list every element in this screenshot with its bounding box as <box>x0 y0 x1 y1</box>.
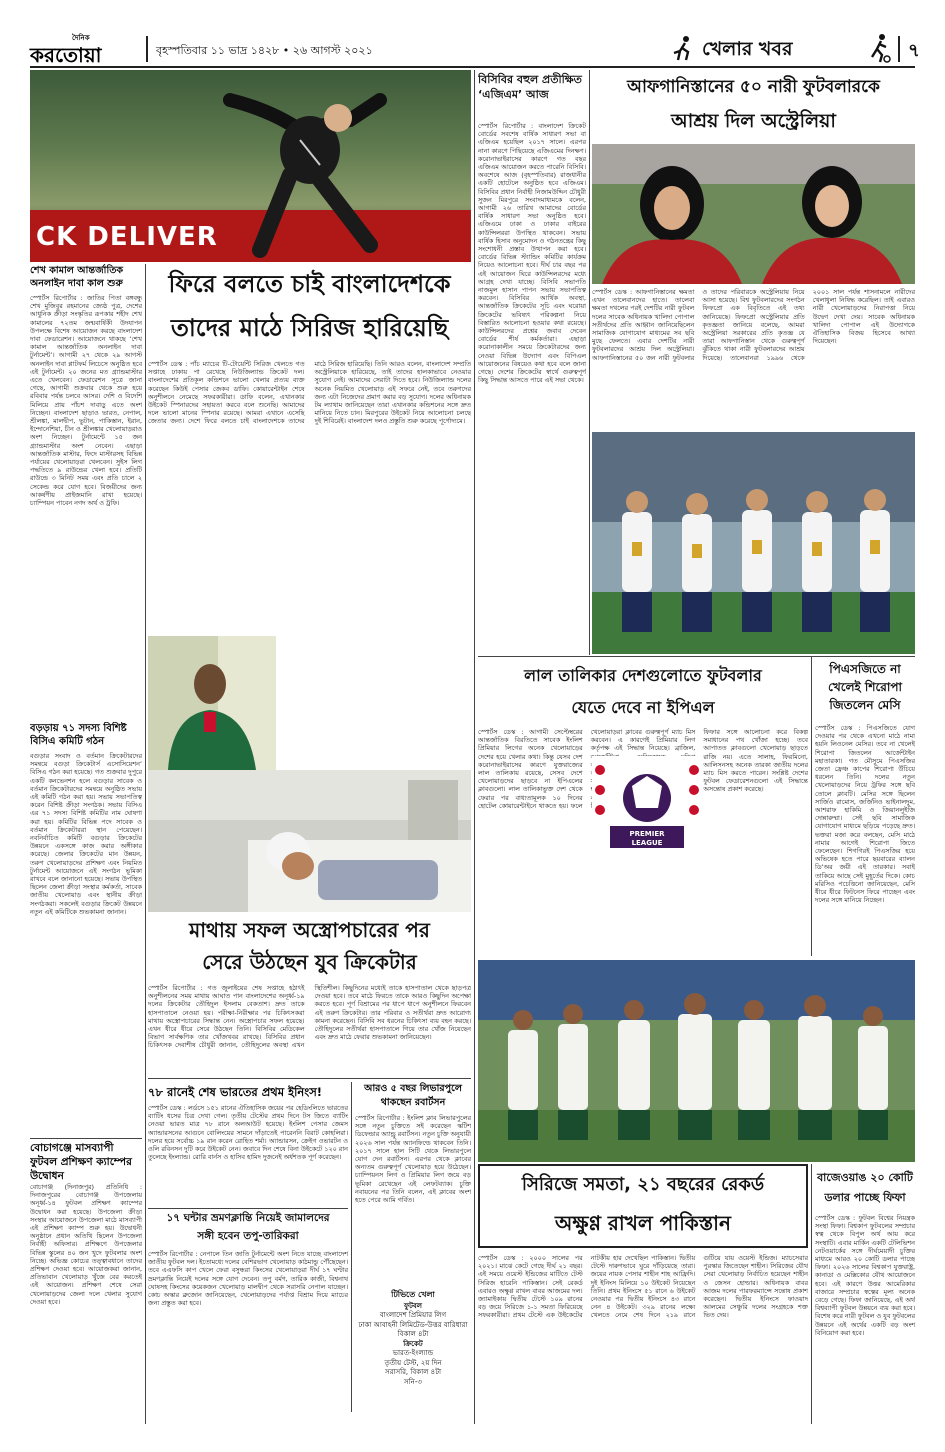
tv-item: ভারত-ইংল্যান্ড <box>392 1349 434 1357</box>
epl-story: স্পোর্টস ডেস্ক : আগামী সেপ্টেম্বরের আন্তর্জাতিক বিরতিতে সাবেক ইংলিশ প্রিমিয়ার লিগের অনেক খেলোয়াড়ের দেশের হয়ে খেলার কথা। কিন্তু যেসব দেশ করোনাভাইরাসের কারণে যুক্তরাজ্যের লাল তালিকায় রয়েছে, সেসব দেশে খেলোয়াড়দের ছাড়বে না ইপিএলের ক্লাবগুলো। লাল তালিকাভুক্ত দেশ থেকে ফেরার পর বাধ্যতামূলক ১০ দিনের হোটেল কোয়ারেন্টাইনে থাকতে হয়। ফলে খেলোয়াড়রা ক্লাবের গুরুত্বপূর্ণ ম্যাচ মিস করবেন। এ কারণেই প্রিমিয়ার লিগ কর্তৃপক্ষ এই সিদ্ধান্ত নিয়েছে। ব্রাজিল, ফিফার সঙ্গে আলোচনা করে বিকল্প সমাধানের পথ খোঁজা হচ্ছে। তবে আপাতত ক্লাবগুলো খেলোয়াড় ছাড়তে রাজি নয়। এতে সালাহ, ফিরমিনো, আলিসনসহ অনেক তারকা জাতীয় দলের ম্যাচ মিস করতে পারেন। সংশ্লিষ্ট দেশের ফুটবল ফেডারেশনগুলো এই সিদ্ধান্তে অসন্তোষ প্রকাশ করেছে। <box>478 728 808 810</box>
tv-schedule <box>355 1290 471 1412</box>
psg-headline-line1: পিএসজিতে না খেলেই শিরোপা <box>828 662 902 694</box>
headline-bochaganj: বোচাগঞ্জে মাসব্যাপী ফুটবল প্রশিক্ষণ ক্যাম্পের উদ্বোধন <box>30 1138 142 1181</box>
boundary-sign-text: CK DELIVER <box>36 222 218 252</box>
left-column <box>30 264 142 1424</box>
svg-text:PREMIER: PREMIER <box>629 830 665 838</box>
robertson-story: স্পোর্টস রিপোর্টার : ইংলিশ ক্লাব লিভারপুলের সঙ্গে নতুন চুক্তিতে সই করেছেন স্কটিশ ডিফেন্ডার অ্যান্ড্রু রবার্টসন। নতুন চুক্তি অনুযায়ী ২০২৬ সাল পর্যন্ত অ্যানফিল্ডে থাকবেন তিনি। ২০১৭ সালে হাল সিটি থেকে লিভারপুলে যোগ দেন রবার্টসন। এরপর থেকে ক্লাবের অন্যতম গুরুত্বপূর্ণ খেলোয়াড় হয়ে উঠেছেন। চ্যাম্পিয়নস লিগ ও প্রিমিয়ার লিগ জয়ে বড় ভূমিকা রেখেছেন এই লেফটব্যাক। চুক্তি নবায়নের পর তিনি বলেন, এই ক্লাবের অংশ হতে পেরে আমি গর্বিত। <box>355 1114 471 1205</box>
fifa-headline-line2: ডলার পাচ্ছে ফিফা <box>824 1191 906 1204</box>
tv-item: ঢাকা আবাহনী লিমিটেড-উত্তর বারিধারা <box>358 1320 468 1329</box>
main-headline-line2: তাদের মাঠে সিরিজ হারিয়েছি <box>170 314 449 342</box>
bcb-headline: বিসিবির বহুল প্রতীক্ষিত ‘এজিএম’ আজ <box>478 73 582 101</box>
afghan-headline-line1: আফগানিস্তানের ৫০ নারী ফুটবলারকে <box>627 77 880 97</box>
page-number: ৭ <box>908 40 920 61</box>
tv-item: সরাসরি, বিকাল ৪টা <box>384 1368 442 1376</box>
logo <box>30 32 140 66</box>
header-divider-2 <box>898 36 900 62</box>
india-headline: ৭৮ রানেই শেষ ভারতের প্রথম ইনিংস! <box>148 1085 323 1099</box>
logo-main: করতোয়া <box>30 43 102 67</box>
tv-item: ফুটবল <box>403 1301 423 1310</box>
epl-headline <box>478 660 808 724</box>
pakistan-headline-line2: অক্ষুণ্ণ রাখল পাকিস্তান <box>555 1211 731 1235</box>
section-title: খেলার খবর <box>702 38 793 60</box>
main-headline-line1: ফিরে বলতে চাই বাংলাদেশকে <box>168 270 451 298</box>
robertson-headline-line1: আরও ৫ বছর লিভারপুলে <box>364 1083 462 1094</box>
tv-item: বাংলাদেশ প্রিমিয়ার লিগ <box>379 1311 447 1319</box>
bcb-story: স্পোর্টস রিপোর্টার : বাংলাদেশ ক্রিকেট বোর্ডের সবশেষ বার্ষিক সাধারণ সভা বা এজিএম হয়েছিল ২০১৭ সালে। এরপর নানা কারণে পিছিয়েছে এজিএমের দিনক্ষণ। করোনাভাইরাসের কারণে গত বছর এজিএম আয়োজন করতে পারেনি বিসিবি। অবশেষে আজ (বৃহস্পতিবার) রাজধানীর একটি হোটেলে অনুষ্ঠিত হবে এজিএম। বিসিবির প্রধান নির্বাহী নিজামউদ্দিন চৌধুরী সুজন মিরপুরে সংবাদমাধ্যমকে বলেন, আগামী ২৬ তারিখ আমাদের বোর্ডের বার্ষিক সাধারণ সভা অনুষ্ঠিত হবে। এজিএমে ঢাকা ও ঢাকার বাইরের কাউন্সিলররা উপস্থিত থাকবেন। সভায় বার্ষিক হিসাব অনুমোদন ও গঠনতন্ত্রের কিছু সংশোধনী প্রস্তাব উত্থাপন করা হবে। বোর্ডের বিভিন্ন স্ট্যান্ডিং কমিটির কার্যক্রম নিয়েও আলোচনা হবে। দীর্ঘ চার বছর পর এই আয়োজন ঘিরে কাউন্সিলরদের মধ্যে আগ্রহ দেখা যাচ্ছে। বিসিবি সভাপতি নাজমুল হাসান পাপন সভায় সভাপতিত্ব করবেন। বিসিবির আর্থিক অবস্থা, আন্তর্জাতিক ক্রিকেটের সূচি এবং ঘরোয়া ক্রিকেটের ভবিষ্যৎ পরিকল্পনা নিয়ে বিস্তারিত আলোচনা হওয়ার কথা রয়েছে। কাউন্সিলরদের প্রশ্নের জবাব দেবেন বোর্ডের শীর্ষ কর্মকর্তারা। এছাড়া করোনাকালীন সময়ে ক্রিকেটারদের জন্য নেওয়া বিভিন্ন উদ্যোগ এবং বিপিএল আয়োজনের বিষয়েও কথা হবে বলে জানা গেছে। দেশের ক্রিকেটের স্বার্থে গুরুত্বপূর্ণ কিছু সিদ্ধান্ত আসতে পারে এই সভা থেকে। <box>478 122 586 385</box>
robertson-headline-line2: থাকছেন রবার্টসন <box>380 1097 446 1108</box>
masthead <box>30 30 920 68</box>
jamal-story: স্পোর্টস রিপোর্টার : নেপালে তিন জাতি টুর্নামেন্টে অংশ নিতে যাচ্ছে বাংলাদেশ জাতীয় ফুটবল দল। ইতোমধ্যে দলের বেশিরভাগ খেলোয়াড় কাঠমান্ডু পৌঁছেছেন। তবে এএফসি কাপ খেলে ফেরা বসুন্ধরা কিংসের খেলোয়াড়রা দীর্ঘ ১৭ ঘণ্টার ভ্রমণক্লান্তি নিয়েই দলের সঙ্গে যোগ দেবেন। তপু বর্মণ, তারিক কাজী, বিশ্বনাথ ঘোষসহ কিংসের কয়েকজন খেলোয়াড় মালদ্বীপ থেকে সরাসরি নেপাল যাচ্ছেন। কোচ অস্কার ব্রুজোন জানিয়েছেন, খেলোয়াড়দের পর্যাপ্ত বিশ্রাম দিয়ে ম্যাচের জন্য প্রস্তুত করা হবে। <box>148 1250 348 1308</box>
headline-bca: বড়ড়ায় ৭১ সদস্য বিশিষ্ট বিসিএ কমিটি গঠন <box>30 723 127 747</box>
svg-text:LEAGUE: LEAGUE <box>631 839 663 847</box>
robertson-headline <box>355 1082 471 1112</box>
pakistan-team-photo <box>478 960 915 1162</box>
surgery-headline <box>148 914 471 980</box>
afghan-players-photo <box>592 144 915 284</box>
afghan-headline <box>592 70 915 142</box>
tv-item: সনি-৩ <box>404 1377 422 1386</box>
headline-chess: শেখ কামাল আন্তর্জাতিক অনলাইন দাবা কাল শুরু <box>30 265 124 289</box>
issue-date: বৃহস্পতিবার ১১ ভাদ্র ১৪২৮ • ২৬ আগস্ট ২০২১ <box>156 44 373 57</box>
main-headline <box>148 262 471 354</box>
tv-schedule-title: টিভিতে খেলা <box>391 1290 435 1299</box>
header-divider <box>146 36 148 62</box>
story-chess: স্পোর্টস রিপোর্টার : জাতির পিতা বঙ্গবন্ধু শেখ মুজিবুর রহমানের জ্যেষ্ঠ পুত্র, দেশের আধুনিক ক্রীড়া সংস্কৃতির রূপকার শহীদ শেখ কামালের ৭২তম জন্মবার্ষিকী উদযাপন উপলক্ষে বিশেষ আয়োজন করছে বাংলাদেশ দাবা ফেডারেশন। আয়োজনে থাকছে ‘শেখ কামাল আন্তর্জাতিক অনলাইন দাবা টুর্নামেন্ট’। আগামী ২৭ থেকে ২৯ আগস্ট অনলাইন দাবা প্লাটফর্ম লিচেসে অনুষ্ঠিত হবে এই টুর্নামেন্ট। ২০ জনের মত গ্র্যান্ডমাস্টার এতে খেলবেন। ফেডারেশন সূত্রে জানা গেছে, আগামী শুক্রবার থেকে শুরু হয়ে রবিবার পর্যন্ত চলবে আসর। দেশি ও বিদেশি মিলিয়ে প্রায় পাঁচশ দাবাড়ু এতে অংশ নিচ্ছেন। বাংলাদেশ ছাড়াও ভারত, নেপাল, শ্রীলঙ্কা, মালদ্বীপ, ভুটান, পাকিস্তান, ইরান, ইন্দোনেশিয়া, চীন ও শ্রীলঙ্কার খেলোয়াড়রাও অংশ নিচ্ছেন। টুর্নামেন্টে ১৫ জন গ্র্যান্ডমাস্টার অংশ নেবেন। এছাড়া আন্তর্জাতিক মাস্টার, ফিদে মাস্টারসহ বিভিন্ন পর্যায়ের খেলোয়াড়রা খেলবেন। সুইস লিগ পদ্ধতিতে ৯ রাউন্ডের খেলা হবে। প্রতিটি রাউন্ডে ৩ মিনিট সময় এবং প্রতি চালে ২ সেকেন্ড করে যোগ হবে। বিজয়ীদের জন্য আকর্ষণীয় প্রাইজমানি রাখা হয়েছে। চ্যাম্পিয়ন পাবেন নগদ অর্থ ও ট্রফি। <box>30 294 142 508</box>
psg-headline-line2: জিতলেন মেসি <box>829 698 901 712</box>
afghan-story: স্পোর্টস ডেস্ক : আফগানিস্তানের ক্ষমতা এখন তালেবানদের হাতে। তালেবা ক্ষমতা দখলের পরই দেশটির নারী ফুটবল দলের সাবেক অধিনায়ক খালিদা পোপাল সতীর্থদের প্রতি আহ্বান জানিয়েছিলেন সামাজিক যোগাযোগ মাধ্যমের সব ছবি মুছে ফেলতে। এবার দেশটির নারী ফুটবলারদের আশ্রয় দিল অস্ট্রেলিয়া। আফগানিস্তানের ৫০ জন নারী ফুটবলার ও তাদের পরিবারকে অস্ট্রেলিয়ায় নিয়ে আসা হয়েছে। বিশ্ব ফুটবলারদের সংগঠন ফিফপ্রো এক বিবৃতিতে এই তথ্য জানিয়েছে। ফিফপ্রো অস্ট্রেলিয়ার প্রতি কৃতজ্ঞতা জানিয়ে বলেছে, আমরা অস্ট্রেলিয়া সরকারের প্রতি কৃতজ্ঞ যে তারা আফগানিস্তান থেকে গুরুত্বপূর্ণ ঝুঁকিতে থাকা নারী ফুটবলারদের আশ্রয় দিয়েছে। তালেবানরা ১৯৯৬ থেকে ২০০১ সাল পর্যন্ত শাসনামলে নারীদের খেলাধুলা নিষিদ্ধ করেছিল। তাই এবারও নারী খেলোয়াড়দের নিরাপত্তা নিয়ে উদ্বেগ দেখা দেয়। সাবেক অধিনায়ক খালিদা পোপাল এই উদ্যোগকে ঐতিহাসিক বিজয় হিসেবে আখ্যা দিয়েছেন। <box>592 288 915 362</box>
surgery-headline-line1: মাথায় সফল অস্ত্রোপচারের পর <box>189 918 430 942</box>
bowler-figure <box>170 70 410 262</box>
jamal-headline-line1: ১৭ ঘন্টার ভ্রমণক্লান্তি নিয়েই জামালদের <box>166 1212 330 1224</box>
runner-icon <box>670 34 696 62</box>
premier-league-logo <box>592 756 702 856</box>
fifa-headline <box>815 1168 915 1210</box>
story-bca: বগুড়ার সংবাদ ও বর্তমান ক্রিকেটারদের সমন্বয়ে বগুড়া ক্রিকেটার্স এসোসিয়েশন’ বিসিএ গঠন করা হয়েছে। গত শুক্রবার দুপুরে একটি কনভেনশন হলে বগুড়ার সাবেক ও বর্তমান ক্রিকেটারদের সমন্বয়ে অনুষ্ঠিত সভায় এই কমিটি গঠন করা হয়। সভায় সভাপতিত্ব করেন বিশিষ্ট ক্রীড়া সংগঠক। সভায় বিসিএ এর ৭১ সদস্য বিশিষ্ট কমিটির নাম ঘোষণা করা হয়। কমিটির বিভিন্ন পদে সাবেক ও বর্তমান ক্রিকেটাররা স্থান পেয়েছেন। নবনির্বাচিত কমিটি বগুড়ার ক্রিকেটের উন্নয়নে একসঙ্গে কাজ করার অঙ্গীকার করেছে। জেলার ক্রিকেটের মান উন্নয়ন, তরুণ খেলোয়াড়দের প্রশিক্ষণ এবং নিয়মিত টুর্নামেন্ট আয়োজনে এই সংগঠন ভূমিকা রাখবে বলে জানানো হয়েছে। সভায় উপস্থিত ছিলেন জেলা ক্রীড়া সংস্থার কর্মকর্তা, সাবেক জাতীয় খেলোয়াড় এবং স্থানীয় ক্রীড়া সংগঠকরা। সকলেই বগুড়ার ক্রিকেট উন্নয়নে নতুন এই কমিটিকে শুভকামনা জানান। <box>30 752 142 916</box>
pakistan-headline-line1: সিরিজে সমতা, ২১ বছরের রেকর্ড <box>521 1174 765 1195</box>
main-story: স্পোর্টস ডেস্ক : পাঁচ ম্যাচের টি-টোয়েন্টি সিরিজ খেলতে গত সপ্তাহে ঢাকায় পা রেখেছে নিউজিল্যান্ড ক্রিকেট দল। বাংলাদেশের প্রতিকূল কন্ডিশনে ভালো খেলার প্রত্যয় ব্যক্ত করেছেন কিউই পেসার জেকব ডাফি। কোয়ারেন্টাইন শেষে অনুশীলনে নেমেছে সফরকারীরা। ডাফি বলেন, এখানকার উইকেট স্পিনারদের সহায়তা করবে বলে শুনেছি। আমাদের দলে ভালো মানের স্পিনার রয়েছে। আমরা এখানে এসেছি জেতার জন্য। দেশে ফিরে বলতে চাই বাংলাদেশকে তাদের মাঠে সিরিজ হারিয়েছি। তিনি আরও বলেন, বাংলাদেশ সম্প্রতি অস্ট্রেলিয়াকে হারিয়েছে, তাই তাদের হালকাভাবে নেওয়ার সুযোগ নেই। আমাদের সেরাটা দিতে হবে। নিউজিল্যান্ড দলের অনেক নিয়মিত খেলোয়াড় এই সফরে নেই, তবে তরুণদের জন্য এটা নিজেদের প্রমাণ করার বড় সুযোগ। দলের অধিনায়ক টম ল্যাথাম জানিয়েছেন তারা এখানকার কন্ডিশনের সঙ্গে দ্রুত মানিয়ে নিতে চান। মিরপুরের উইকেট নিয়ে আলোচনা চলছে দুই শিবিরেই। বাংলাদেশ দলও প্রস্তুতি শুরু করেছে পূর্ণোদ্যমে। <box>148 360 471 426</box>
jamal-headline <box>148 1208 348 1246</box>
afghan-headline-line2: আশ্রয় দিল অস্ট্রেলিয়া <box>671 110 836 132</box>
epl-headline-line2: যেতে দেবে না ইপিএল <box>571 698 715 717</box>
fifa-story: স্পোর্টস ডেস্ক : ফুটবল বিশ্বের নিয়ন্ত্রক সংস্থা ফিফা। বিশ্বকাপ ফুটবলের সম্প্রচার স্বত্ব থেকে বিপুল অর্থ আয় করে সংস্থাটি। এবার মার্কিন একটি টেলিভিশন নেটওয়ার্কের সঙ্গে দীর্ঘমেয়াদী চুক্তির মাধ্যমে আরও ২০ কোটি ডলার পাচ্ছে ফিফা। ২০২৬ সালের বিশ্বকাপ যুক্তরাষ্ট্র, কানাডা ও মেক্সিকোর যৌথ আয়োজনে হবে। এই কারণে উত্তর আমেরিকার বাজারে সম্প্রচার স্বত্বের মূল্য অনেক বেড়ে গেছে। ফিফা জানিয়েছে, এই অর্থ বিশ্বব্যাপী ফুটবল উন্নয়নে ব্যয় করা হবে। বিশেষ করে নারী ফুটবল ও যুব ফুটবলের উন্নয়নে এই অর্থের একটি বড় অংশ বিনিয়োগ করা হবে। <box>815 1214 915 1337</box>
logo-small: দৈনিক <box>72 34 90 42</box>
india-story: স্পোর্টস ডেস্ক : লর্ডসে ১৫১ রানের ঐতিহাসিক জয়ের পর হেডিংলিতে ভারতের ব্যাটিং ধসের চিত্র দেখা গেল। তৃতীয় টেস্টের প্রথম দিনে টস জিতে ব্যাটিং নেওয়া ভারত মাত্র ৭৮ রানে অলআউট হয়েছে। ইংলিশ পেসার জেমস অ্যান্ডারসনের আগুনে বোলিংয়ের সামনে দাঁড়াতেই পারেননি বিরাট কোহলিরা। দলের হয়ে সর্বোচ্চ ১৯ রান করেন রোহিত শর্মা। অ্যান্ডারসন, ক্রেইগ ওভারটন ও ওলি রবিনসন দুটি করে উইকেট নেন। জবাবে দিন শেষে বিনা উইকেটে ১২০ রান তুলেছে ইংল্যান্ড। রোরি বার্নস ও হাসিব হামিদ দুজনেই অর্ধশতক পূর্ণ করেছেন। <box>148 1104 348 1162</box>
fifa-headline-line1: বাজেওয়াঙ ২০ কোটি <box>817 1171 913 1184</box>
psg-headline <box>815 660 915 722</box>
jamal-headline-line2: সঙ্গী হবেন তপু-তারিকরা <box>197 1230 299 1242</box>
tv-item: বিকাল ৪টা <box>397 1330 429 1338</box>
tv-item: তৃতীয় টেস্ট, ২য় দিন <box>384 1358 442 1367</box>
cricketer-portrait <box>148 636 276 770</box>
pakistan-story: স্পোর্টস ডেস্ক : ২০০০ সালের পর ২০২১। মাঝে কেটে গেছে দীর্ঘ ২১ বছর। এই সময়ে ওয়েস্ট ইন্ডিজের মাটিতে টেস্ট সিরিজ হারেনি পাকিস্তান। সেই রেকর্ড এবারও অক্ষুণ্ণ রাখল বাবর আজমের দল। জ্যামাইকায় দ্বিতীয় টেস্টে ১০৯ রানের বড় জয়ে সিরিজে ১-১ সমতা ফিরিয়েছে সফরকারীরা। প্রথম টেস্টে এক উইকেটের নাটকীয় হার দেখেছিল পাকিস্তান। দ্বিতীয় টেস্টে দারুণভাবে ঘুরে দাঁড়িয়েছে তারা। জয়ের নায়ক পেসার শাহীন শাহ আফ্রিদি। দুই ইনিংস মিলিয়ে ১০ উইকেট নিয়েছেন তিনি। প্রথম ইনিংসে ৫১ রানে ৬ উইকেট নেওয়ার পর দ্বিতীয় ইনিংসে ৪৩ রানে নেন ৪ উইকেট। ৩২৯ রানের লক্ষ্যে খেলতে নেমে শেষ দিনে ২১৯ রানে গুটিয়ে যায় ওয়েস্ট ইন্ডিজ। ম্যাচসেরার পুরস্কার জিতেছেন শাহীন। সিরিজের যৌথ সেরা খেলোয়াড় নির্বাচিত হয়েছেন শাহীন ও জেসন হোল্ডার। অধিনায়ক বাবর আজম দলের পারফরম্যান্সে সন্তোষ প্রকাশ করেছেন। দ্বিতীয় ইনিংসে ফাওয়াদ আলমের সেঞ্চুরি দলের সংগ্রহকে শক্ত ভিত দেয়। <box>478 1254 808 1320</box>
psg-players-photo <box>592 432 915 654</box>
bowler-photo <box>30 70 471 262</box>
surgery-story: স্পোর্টস রিপোর্টার : গত জুলাইয়ের শেষ সপ্তাহে হঠাৎই অনুশীলনের সময় মাথায় আঘাত পান বাংলাদেশের অনূর্ধ্ব-১৯ দলের ক্রিকেটার তৌহিদুল ইসলাম বেকতাশ। দ্রুত তাকে হাসপাতালে নেওয়া হয়। পরীক্ষা-নিরীক্ষার পর চিকিৎসকরা মাথায় অস্ত্রোপচারের সিদ্ধান্ত নেন। অস্ত্রোপচার সফল হয়েছে। এখন ধীরে ধীরে সেরে উঠছেন তিনি। বিসিবির মেডিকেল বিভাগ সার্বক্ষণিক তার খোঁজখবর রাখছে। বিসিবির প্রধান চিকিৎসক দেবাশীষ চৌধুরী জানান, তৌহিদুলের অবস্থা এখন স্থিতিশীল। কিছুদিনের মধ্যেই তাকে হাসপাতাল থেকে ছাড়পত্র দেওয়া হবে। তবে মাঠে ফিরতে তাকে আরও কিছুদিন অপেক্ষা করতে হবে। পূর্ণ বিশ্রামের পর ধাপে ধাপে অনুশীলনে ফিরবেন এই তরুণ ক্রিকেটার। তার পরিবার ও সতীর্থরা দ্রুত আরোগ্য কামনা করেছেন। বিসিবি সব ধরনের চিকিৎসা ব্যয় বহন করছে। তৌহিদুলের সতীর্থরা হাসপাতালে গিয়ে তার খোঁজ নিয়েছেন এবং দ্রুত মাঠে ফেরার শুভকামনা জানিয়েছেন। <box>148 984 471 1050</box>
pakistan-headline <box>478 1164 808 1248</box>
soccer-icon <box>868 33 892 63</box>
hospital-photo <box>148 770 471 912</box>
epl-headline-line1: লাল তালিকার দেশগুলোতে ফুটবলার <box>524 666 762 685</box>
tv-item: ক্রিকেট <box>403 1339 423 1348</box>
psg-story: স্পোর্টস ডেস্ক : পিএসজিতে যোগ দেওয়ার পর থেকে এখনো মাঠে নামা হয়নি লিওনেল মেসির। তবে না খেলেই শিরোপা জিতলেন আর্জেন্টাইন মহাতারকা। গত মৌসুমে পিএসজির জেতা ফ্রেঞ্চ কাপের শিরোপা উঁচিয়ে ধরলেন তিনি। দলের নতুন খেলোয়াড়দের নিয়ে ট্রফির সঙ্গে ছবি তোলে ক্লাবটি। মেসির সঙ্গে ছিলেন সার্জিও রামোস, জর্জিনিও ভাইনালদুম, আশরাফ হাকিমি ও জিয়ানলুইজি দোন্নারুম্মা। সেই ছবি সামাজিক যোগাযোগ মাধ্যমে ছড়িয়ে পড়েছে দ্রুত। ভক্তরা মজা করে বলছেন, মেসি মাঠে নামার আগেই শিরোপা জিতে ফেলেছেন। শিগগিরই পিএসজির হয়ে অভিষেক হতে পারে ছয়বারের ব্যালন ডি’অর জয়ী এই তারকার। সবাই তাকিয়ে আছে সেই মুহূর্তের দিকে। কোচ মরিসিও পচেত্তিনো জানিয়েছেন, মেসি ধীরে ধীরে ফিটনেস ফিরে পাচ্ছেন এবং দলের সঙ্গে মানিয়ে নিচ্ছেন। <box>815 724 915 905</box>
surgery-headline-line2: সেরে উঠছেন যুব ক্রিকেটার <box>202 950 417 974</box>
story-bochaganj: বোচাগঞ্জ (দিনাজপুর) প্রতিনিধি : দিনাজপুরের বোচাগঞ্জ উপজেলায় অনূর্ধ্ব-১৪ ফুটবল প্রশিক্ষণ ক্যাম্পের উদ্বোধন করা হয়েছে। উপজেলা ক্রীড়া সংস্থার আয়োজনে উপজেলা মাঠে মাসব্যাপী এই প্রশিক্ষণ ক্যাম্প শুরু হয়। উদ্বোধনী অনুষ্ঠানে প্রধান অতিথি ছিলেন উপজেলা নির্বাহী অফিসার। প্রশিক্ষণে উপজেলার বিভিন্ন স্কুলের ৪০ জন খুদে ফুটবলার অংশ নিচ্ছে। অভিজ্ঞ কোচের তত্ত্বাবধানে তাদের প্রশিক্ষণ দেওয়া হবে। আয়োজকরা জানান, প্রতিভাবান খেলোয়াড় খুঁজে বের করতেই এই আয়োজন। প্রশিক্ষণ শেষে সেরা খেলোয়াড়দের জেলা দলে খেলার সুযোগ দেওয়া হবে। <box>30 1183 142 1306</box>
